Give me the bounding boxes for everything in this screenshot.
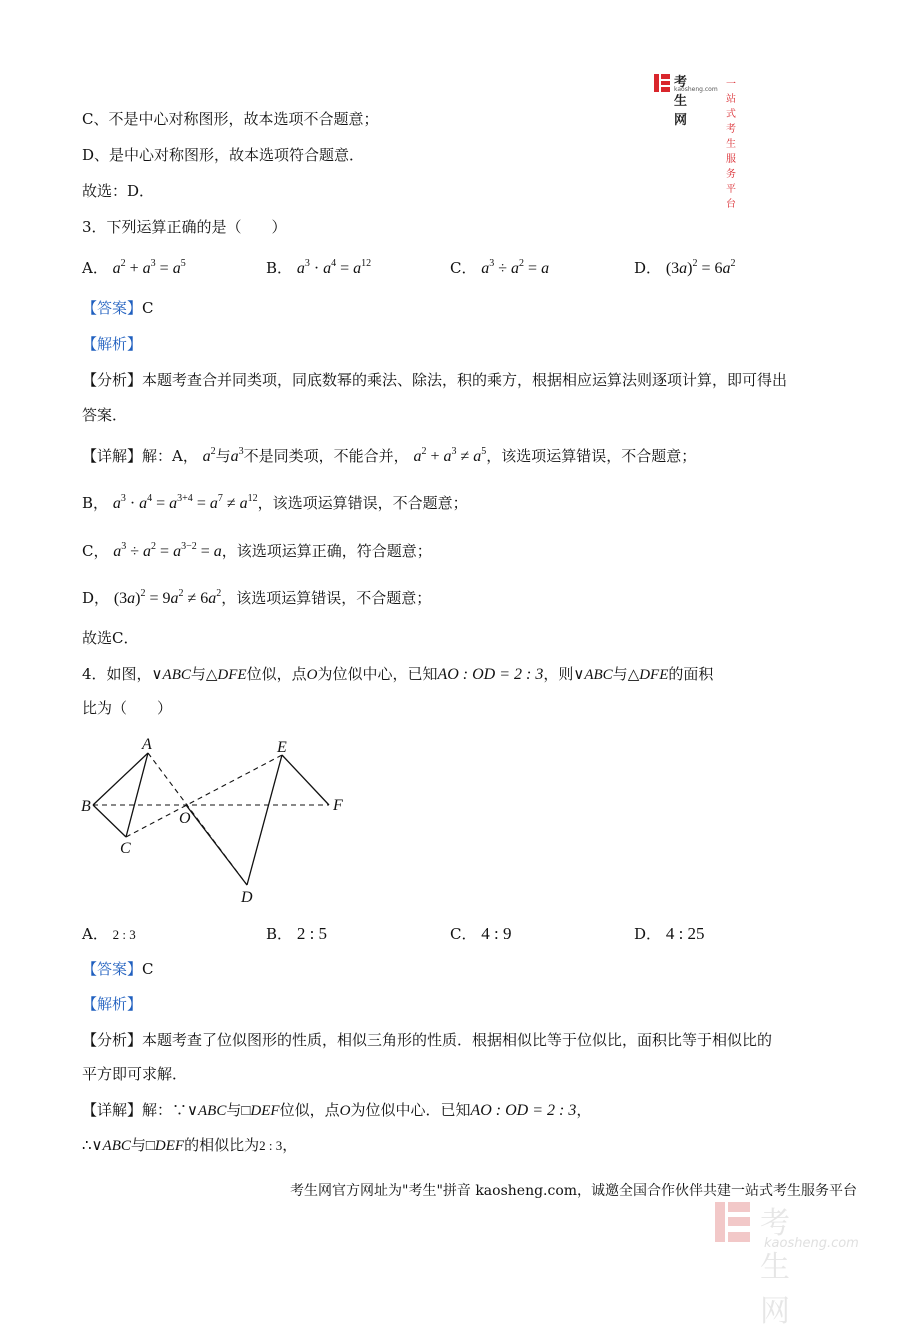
- q4-fenxi-cont: 平方即可求解．: [82, 1065, 188, 1083]
- q3-analysis-tag: 【解析】: [82, 335, 143, 353]
- seg-BC: [93, 805, 126, 837]
- q3-fenxi-cont: 答案．: [82, 406, 128, 424]
- q4-analysis-tag: 【解析】: [82, 995, 143, 1013]
- q3-stem: 3．下列运算正确的是（ ）: [82, 218, 287, 236]
- seg-EF: [282, 755, 329, 805]
- q3-fenxi: 【分析】本题考查合并同类项，同底数幂的乘法、除法，积的乘方，根据相应运算法则逐项计算，即可得出: [82, 371, 788, 389]
- label-B: B: [81, 798, 91, 815]
- q4-detail-1: 【详解】解：∵∨ABC与□DEF位似，点O为位似中心．已知AO : OD = 2 : 3，: [82, 1101, 592, 1119]
- label-O: O: [179, 810, 191, 827]
- q4-stem-line2: 比为（ ）: [82, 699, 173, 717]
- seg-ED: [247, 755, 282, 885]
- label-A: A: [142, 736, 152, 753]
- seg-AC: [126, 753, 148, 837]
- q2-option-c-analysis: C、不是中心对称图形，故本选项不合题意；: [82, 110, 379, 128]
- q2-choose: 故选：D．: [82, 182, 155, 200]
- q4-option-d: D． 4 : 25: [634, 924, 705, 943]
- q3-option-a: A． $a^2 + a^3 = a^5$: [82, 258, 186, 277]
- q3-detail-d: D， $(3a)^2 = 9a^2 \ne 6a^2$，该选项运算错误，不合题意；: [82, 588, 432, 607]
- label-D: D: [241, 889, 253, 905]
- q4-stem-line1: 4．如图，∨ABC与△DFE位似，点O为位似中心，已知AO : OD = 2 : 3，则∨ABC与△DFE的面积: [82, 665, 714, 683]
- watermark-en: kaosheng.com: [764, 1236, 859, 1251]
- seg-AB: [93, 753, 148, 805]
- header-slogan: 一站式考生服务平台: [726, 79, 736, 210]
- label-F: F: [333, 797, 343, 814]
- q4-option-b: B． 2 : 5: [266, 924, 328, 943]
- q3-option-b: B． $a^3 \cdot a^4 = a^{12}$: [266, 258, 372, 277]
- q4-answer: 【答案】C: [82, 960, 154, 978]
- seg-CE: [126, 755, 282, 837]
- logo-icon: [652, 72, 672, 94]
- label-E: E: [277, 739, 287, 756]
- q3-detail-b: B， $a^3 \cdot a^4 = a^{3+4} = a^7 \ne a^{12}$，该选项运算错误，不合题意；: [82, 493, 468, 512]
- q4-figure: [78, 735, 348, 905]
- q3-option-d: D． $(3a)^2 = 6a^2$: [634, 258, 736, 277]
- q3-answer: 【答案】C: [82, 299, 154, 317]
- q3-option-c: C． $a^3 \div a^2 = a$: [450, 258, 550, 277]
- watermark-cn: 考生网: [760, 1206, 790, 1329]
- logo-text: 考生网: [674, 75, 688, 128]
- q4-option-a: A． 2 : 3: [82, 925, 136, 943]
- q4-detail-2: ∴∨ABC与□DEF的相似比为2 : 3，: [82, 1136, 298, 1154]
- q4-fenxi: 【分析】本题考查了位似图形的性质，相似三角形的性质．根据相似比等于位似比，面积比等于相似比的: [82, 1031, 773, 1049]
- watermark-logo-icon: [712, 1198, 754, 1246]
- footer-text: 考生网官方网址为"考生"拼音 kaosheng.com，诚邀全国合作伙伴共建一站式考生服务平台: [290, 1183, 858, 1199]
- q3-detail-c: C， $a^3 \div a^2 = a^{3-2} = a$，该选项运算正确，符合题意；: [82, 541, 432, 560]
- q3-detail-a: 【详解】解：A， $a^2$与$a^3$不是同类项，不能合并， $a^2 + a^3 \ne a^5$，该选项运算错误，不合题意；: [82, 446, 697, 465]
- q2-option-d-analysis: D、是中心对称图形，故本选项符合题意．: [82, 146, 365, 164]
- logo-sub: kaosheng.com: [674, 86, 718, 93]
- seg-OD: [186, 805, 247, 885]
- q4-option-c: C． 4 : 9: [450, 924, 512, 943]
- label-C: C: [120, 840, 131, 857]
- q3-choose: 故选C．: [82, 629, 139, 647]
